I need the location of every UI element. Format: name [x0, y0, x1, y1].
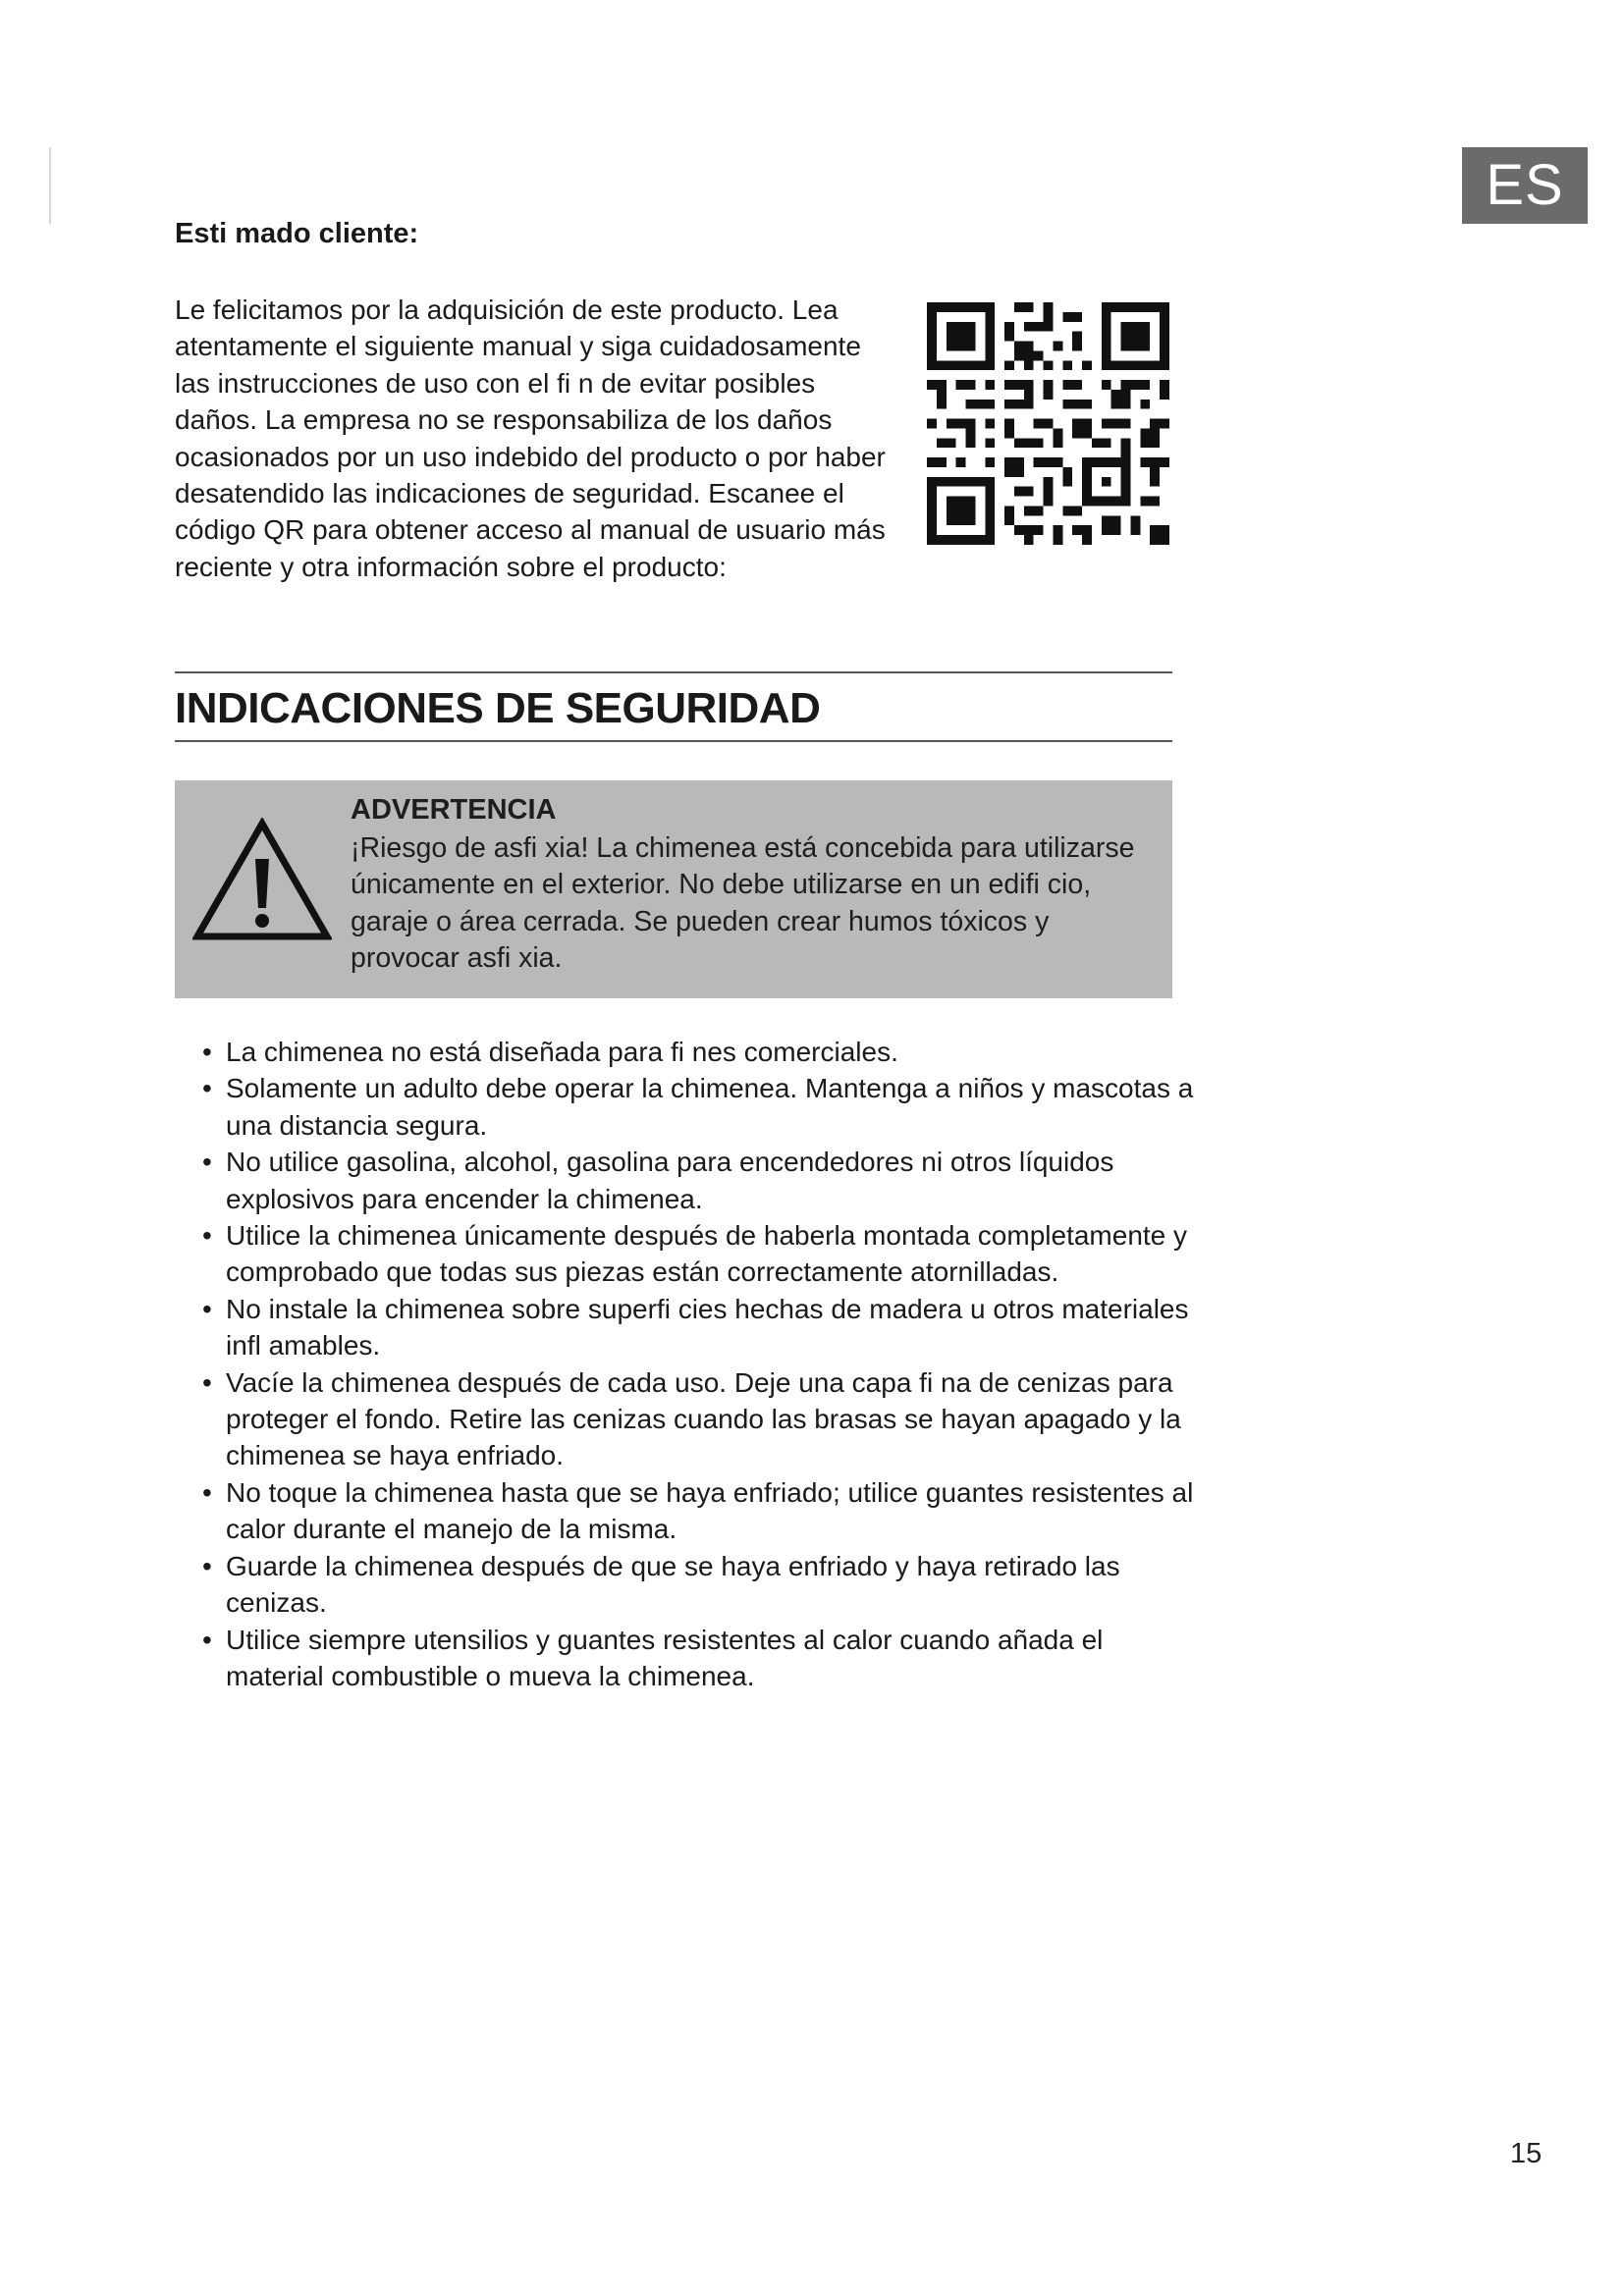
safety-item: • Utilice la chimenea únicamente después de haberla montada completamente y comprobado que todas sus piezas están correctamente atornilladas.	[175, 1217, 1196, 1291]
safety-item: • Vacíe la chimenea después de cada uso. Deje una capa fi na de cenizas para proteger el fondo. Retire las cenizas cuando las brasas se hayan apagado y la chimenea se haya enfriado.	[175, 1364, 1196, 1474]
bullet-icon: •	[202, 1366, 212, 1398]
language-tab: ES	[1462, 147, 1588, 224]
safety-item: • No utilice gasolina, alcohol, gasolina para encendedores ni otros líquidos explosivos para encender la chimenea.	[175, 1144, 1196, 1217]
qr-code	[927, 302, 1169, 545]
warning-text: ¡Riesgo de asfi xia! La chimenea está concebida para utilizarse únicamente en el exterior. No debe utilizarse en un edifi cio, garaje o área cerrada. Se pueden crear humos tóxicos y provocar asfi xia.	[351, 832, 1135, 975]
margin-line	[49, 147, 51, 224]
section-rule-top	[175, 671, 1172, 673]
safety-item: • No instale la chimenea sobre superfi cies hechas de madera u otros materiales infl amables.	[175, 1291, 1196, 1364]
warning-title: ADVERTENCIA	[351, 794, 557, 826]
bullet-icon: •	[202, 1624, 212, 1655]
warning-box	[175, 780, 1172, 998]
warning-triangle-icon	[192, 818, 332, 941]
safety-item: • No toque la chimenea hasta que se haya enfriado; utilice guantes resistentes al calor durante el manejo de la misma.	[175, 1474, 1196, 1548]
section-rule-bottom	[175, 740, 1172, 742]
safety-item: • Solamente un adulto debe operar la chimenea. Mantenga a niños y mascotas a una distancia segura.	[175, 1070, 1196, 1144]
bullet-icon: •	[202, 1293, 212, 1324]
bullet-icon: •	[202, 1220, 212, 1252]
bullet-icon: •	[202, 1073, 212, 1104]
greeting-heading: Esti mado cliente:	[175, 218, 419, 249]
safety-item: • Utilice siempre utensilios y guantes resistentes al calor cuando añada el material combustible o mueva la chimenea.	[175, 1622, 1196, 1695]
bullet-icon: •	[202, 1476, 212, 1508]
safety-item: • Guarde la chimenea después de que se haya enfriado y haya retirado las cenizas.	[175, 1548, 1196, 1622]
bullet-icon: •	[202, 1037, 212, 1067]
bullet-icon: •	[202, 1147, 212, 1178]
section-title: INDICACIONES DE SEGURIDAD	[175, 684, 821, 732]
bullet-icon: •	[202, 1550, 212, 1581]
page-number: 15	[1510, 2138, 1543, 2169]
intro-paragraph: Le felicitamos por la adquisición de este producto. Lea atentamente el siguiente manual y siga cuidadosamente las instrucciones de uso con el fi n de evitar posibles daños. La empresa no se responsabiliza de los daños ocasionados por un uso indebido del producto o por haber desatendido las indicaciones de seguridad. Escanee el código QR para obtener acceso al manual de usuario más reciente y otra información sobre el producto:	[175, 294, 886, 582]
safety-item: • La chimenea no está diseñada para fi nes comerciales.	[175, 1034, 1196, 1070]
safety-list	[175, 1034, 1196, 1694]
